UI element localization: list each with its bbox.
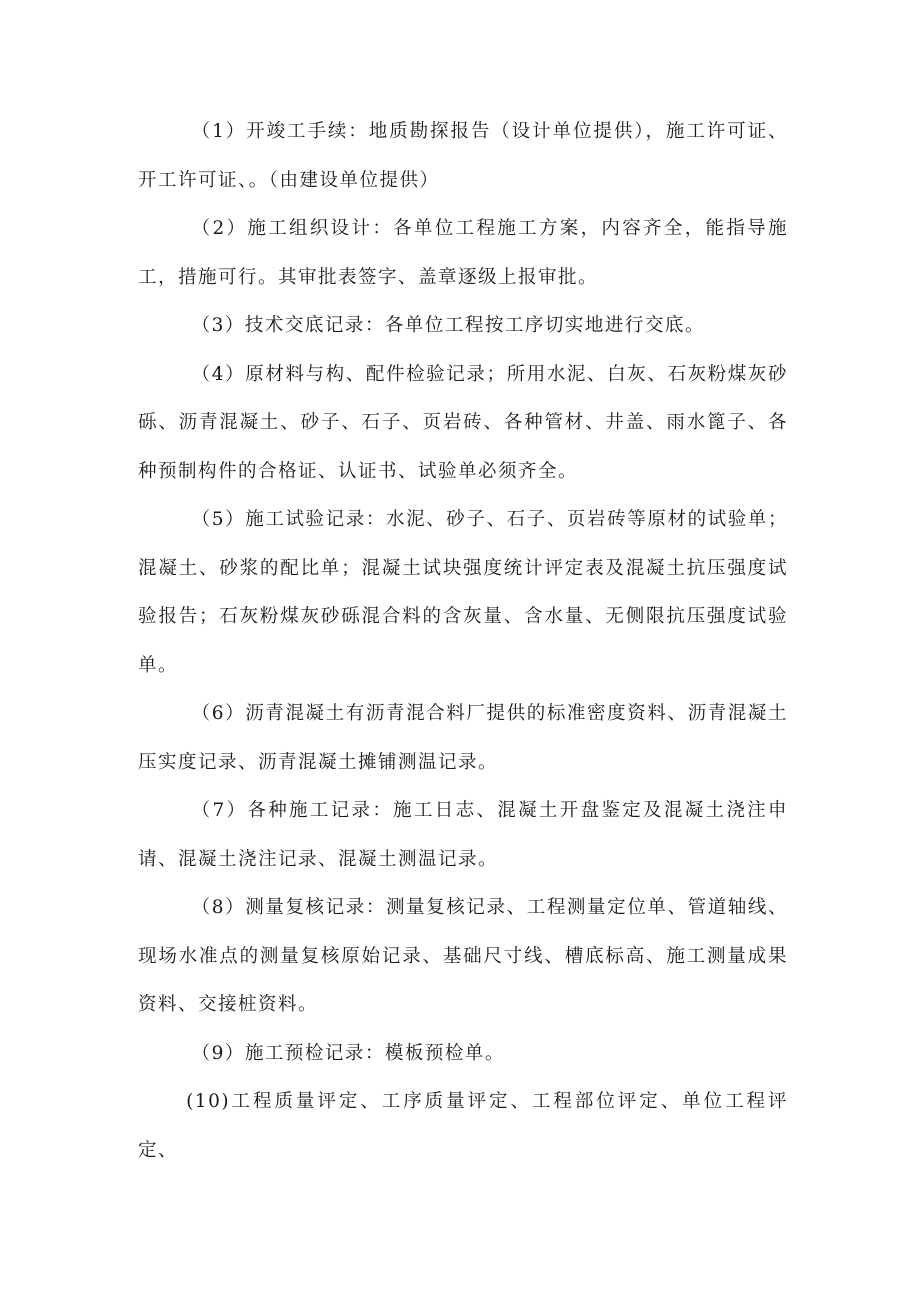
paragraph-10: (10)工程质量评定、工序质量评定、工程部位评定、单位工程评定、 <box>138 1091 788 1161</box>
paragraph-8: （8）测量复核记录：测量复核记录、工程测量定位单、管道轴线、现场水准点的测量复核原始记录、基础尺寸线、槽底标高、施工测量成果资料、交接桩资料。 <box>138 897 788 1015</box>
document-body <box>138 108 788 1175</box>
paragraph-1: （1）开竣工手续：地质勘探报告（设计单位提供），施工许可证、开工许可证、。（由建设单位提供） <box>138 121 788 191</box>
paragraph-5: （5）施工试验记录：水泥、砂子、石子、页岩砖等原材的试验单；混凝土、砂浆的配比单；混凝土试块强度统计评定表及混凝土抗压强度试验报告；石灰粉煤灰砂砾混合料的含灰量、含水量、无侧限抗压强度试验单。 <box>138 509 788 676</box>
paragraph-7: （7）各种施工记录：施工日志、混凝土开盘鉴定及混凝土浇注申请、混凝土浇注记录、混凝土测温记录。 <box>138 800 788 870</box>
paragraph-6: （6）沥青混凝土有沥青混合料厂提供的标准密度资料、沥青混凝土压实度记录、沥青混凝土摊铺测温记录。 <box>138 703 788 773</box>
paragraph-4: （4）原材料与构、配件检验记录；所用水泥、白灰、石灰粉煤灰砂砾、沥青混凝土、砂子、石子、页岩砖、各种管材、井盖、雨水篦子、各种预制构件的合格证、认证书、试验单必须齐全。 <box>138 363 788 482</box>
paragraph-3: （3）技术交底记录：各单位工程按工序切实地进行交底。 <box>191 315 705 336</box>
paragraph-2: （2）施工组织设计：各单位工程施工方案，内容齐全，能指导施工，措施可行。其审批表签字、盖章逐级上报审批。 <box>138 218 788 288</box>
paragraph-9: （9）施工预检记录：模板预检单。 <box>191 1042 505 1064</box>
